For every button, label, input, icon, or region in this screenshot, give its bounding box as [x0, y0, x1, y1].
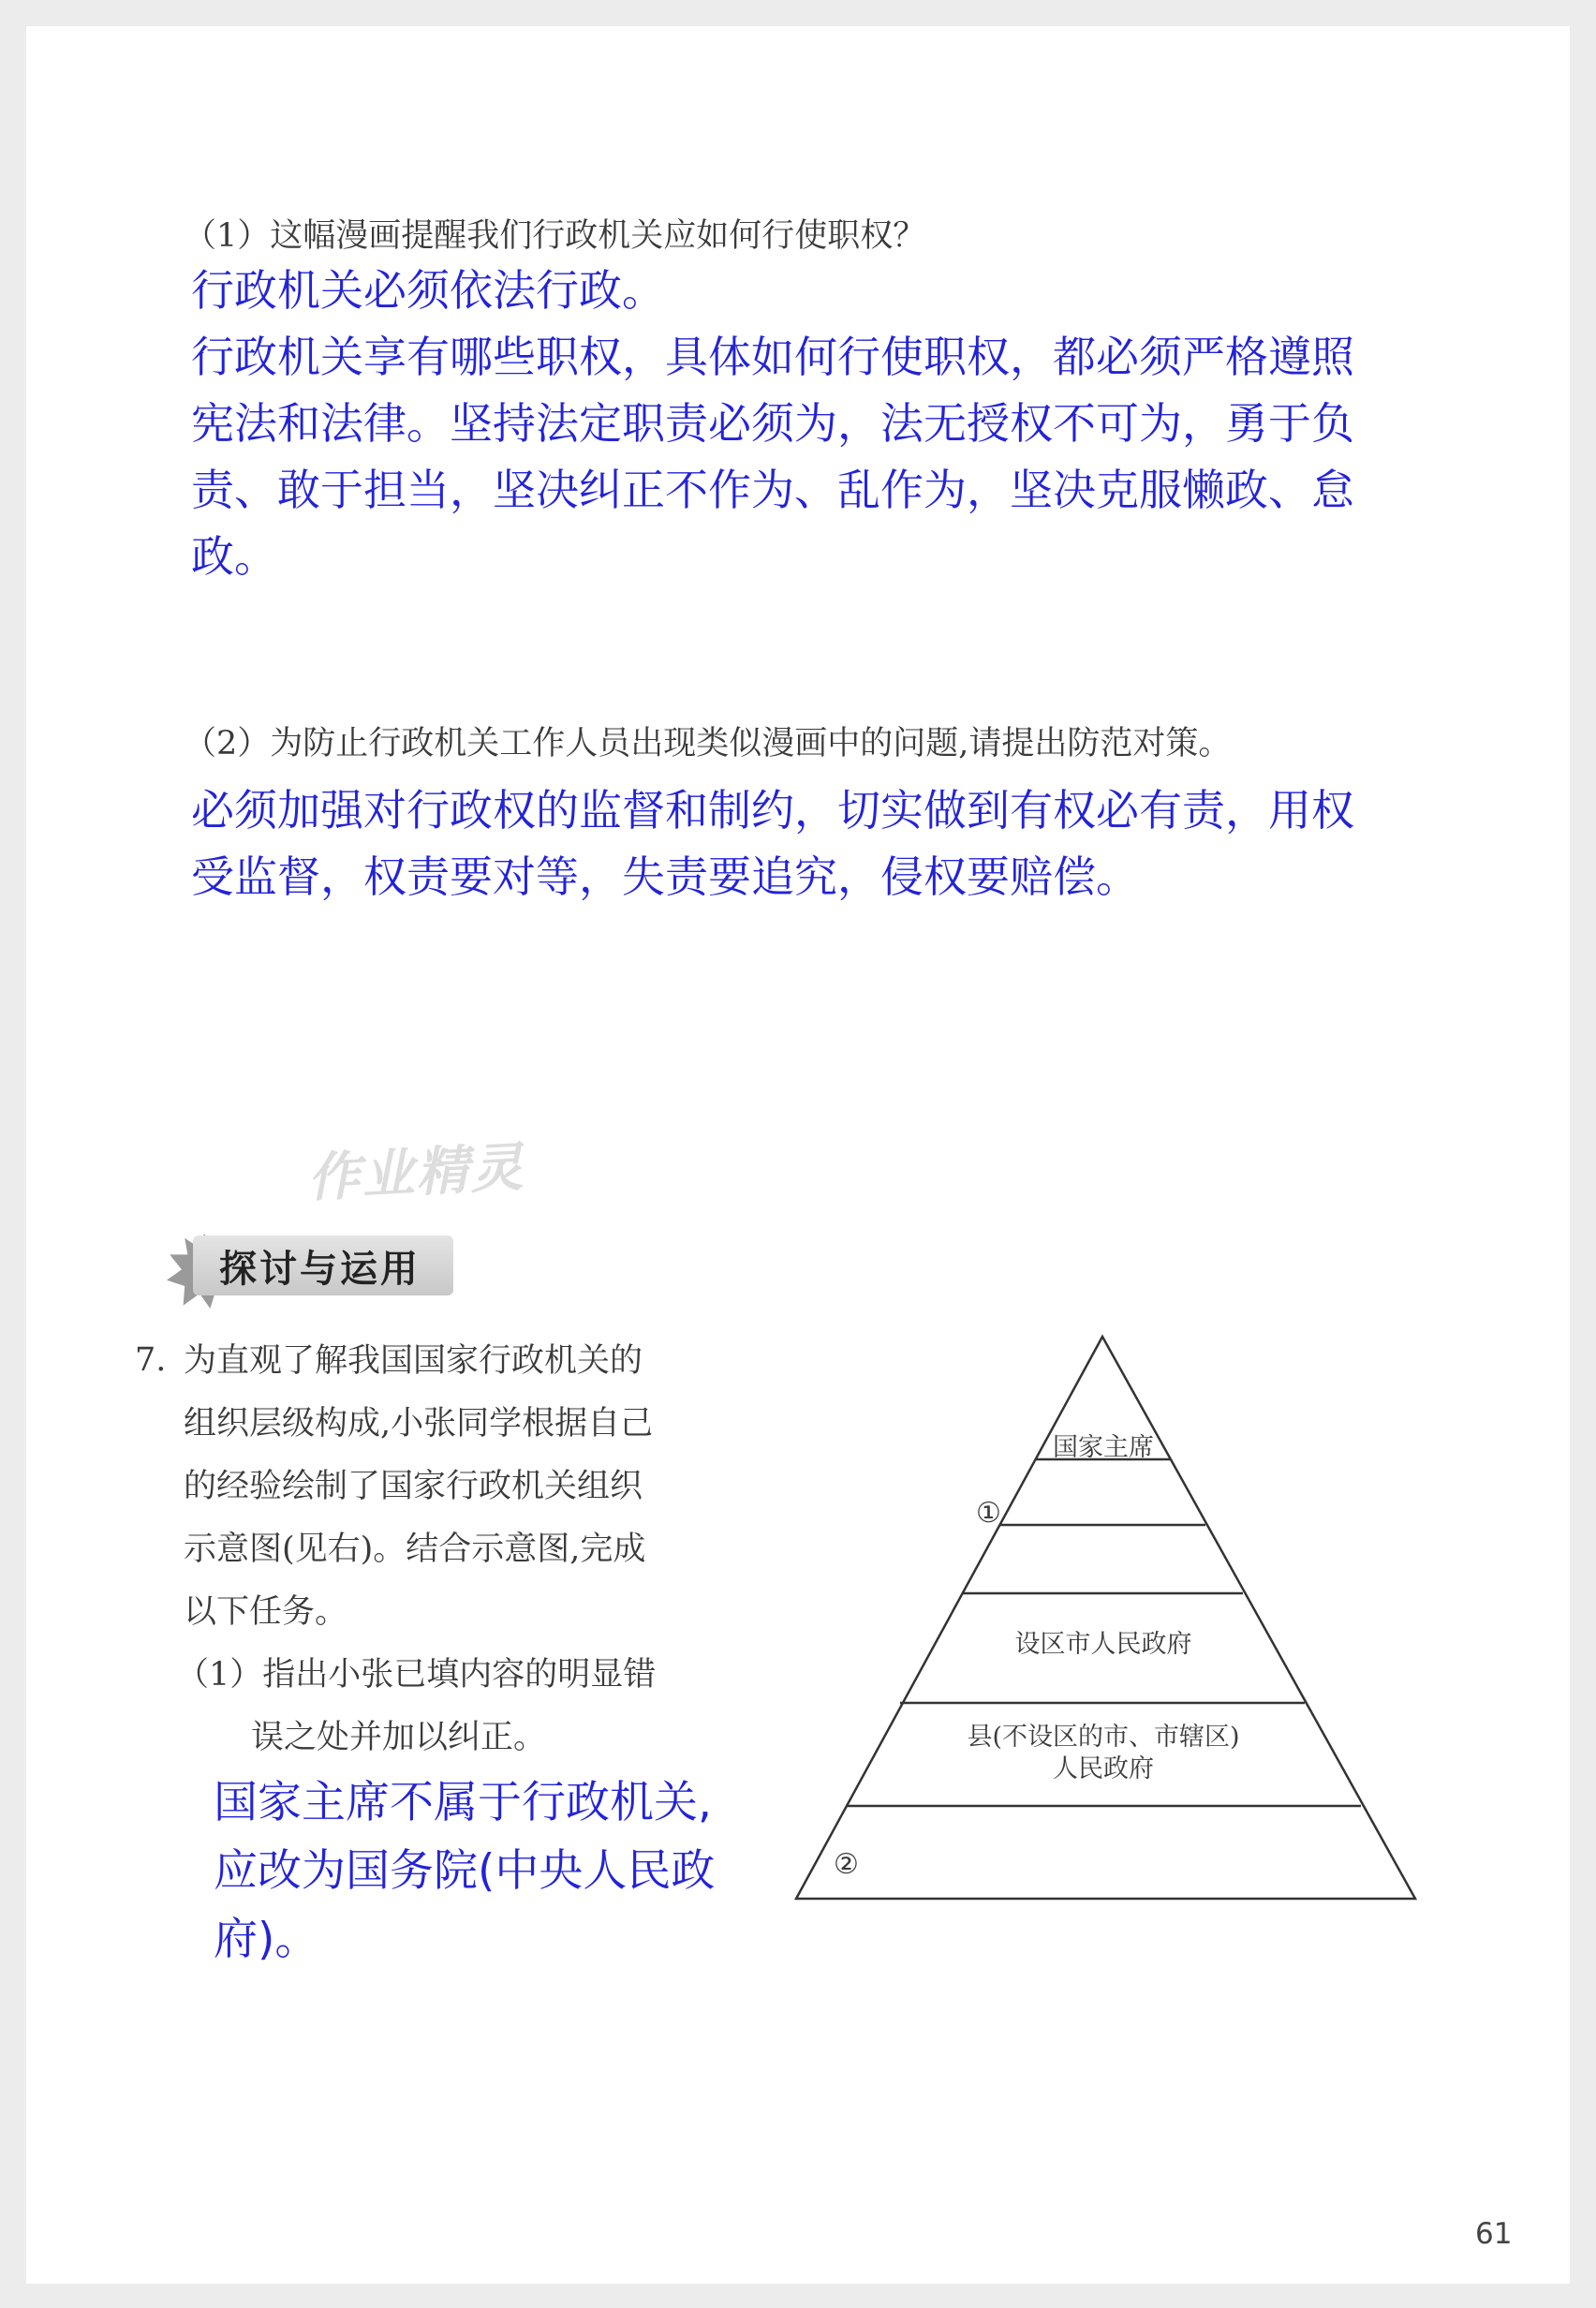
q6-sub2-question: （2）为防止行政机关工作人员出现类似漫画中的问题,请提出防范对策。 [184, 725, 1232, 762]
answer-line: 府)。 [214, 1914, 319, 1965]
answer-line: 宪法和法律。坚持法定职责必须为，法无授权不可为，勇于负 [191, 398, 1354, 449]
stem-line: 为直观了解我国国家行政机关的 [184, 1342, 643, 1380]
q7-number: 7. [135, 1341, 167, 1379]
pyramid-blank-2-marker: ② [834, 1848, 859, 1881]
pyramid-label-line: 县(不设区的市、市辖区) [967, 1723, 1240, 1752]
answer-line: 受监督，权责要对等，失责要追究，侵权要赔偿。 [191, 851, 1139, 902]
pyramid-blank-1-marker: ① [976, 1497, 1001, 1530]
section-title: 探讨与运用 [219, 1248, 421, 1291]
answer-line: 国家主席不属于行政机关, [214, 1777, 712, 1828]
sub-line: （1）指出小张已填内容的明显错 [176, 1656, 657, 1694]
pyramid-level-national-president: 国家主席 [1053, 1433, 1154, 1462]
answer-line: 应改为国务院(中央人民政 [214, 1845, 716, 1897]
answer-line: 行政机关享有哪些职权，具体如何行使职权，都必须严格遵照 [191, 332, 1354, 382]
stem-line: 示意图(见右)。结合示意图,完成 [184, 1531, 646, 1568]
stem-line: 以下任务。 [184, 1593, 348, 1631]
organization-pyramid-diagram [26, 26, 1570, 2284]
answer-line: 行政机关必须依法行政。 [191, 265, 665, 316]
pyramid-outline [796, 1337, 1415, 1899]
sub-line: 误之处并加以纠正。 [251, 1719, 547, 1756]
page-number: 61 [1475, 2217, 1513, 2251]
stem-line: 组织层级构成,小张同学根据自己 [184, 1405, 654, 1442]
pyramid-label-line: 人民政府 [1053, 1754, 1154, 1783]
workbook-page [26, 26, 1570, 2284]
answer-line: 必须加强对行政权的监督和制约，切实做到有权必有责，用权 [191, 785, 1354, 836]
answer-line: 责、敢于担当，坚决纠正不作为、乱作为，坚决克服懒政、怠 [191, 465, 1354, 515]
stem-line: 的经验绘制了国家行政机关组织 [184, 1468, 643, 1505]
watermark-logo: 作业精灵 [305, 1136, 526, 1210]
q6-sub1-question: （1）这幅漫画提醒我们行政机关应如何行使职权？ [184, 217, 926, 255]
pyramid-level-city-government: 设区市人民政府 [1014, 1630, 1192, 1659]
answer-line: 政。 [191, 531, 277, 582]
pyramid-level-county-government [916, 1722, 1291, 1785]
